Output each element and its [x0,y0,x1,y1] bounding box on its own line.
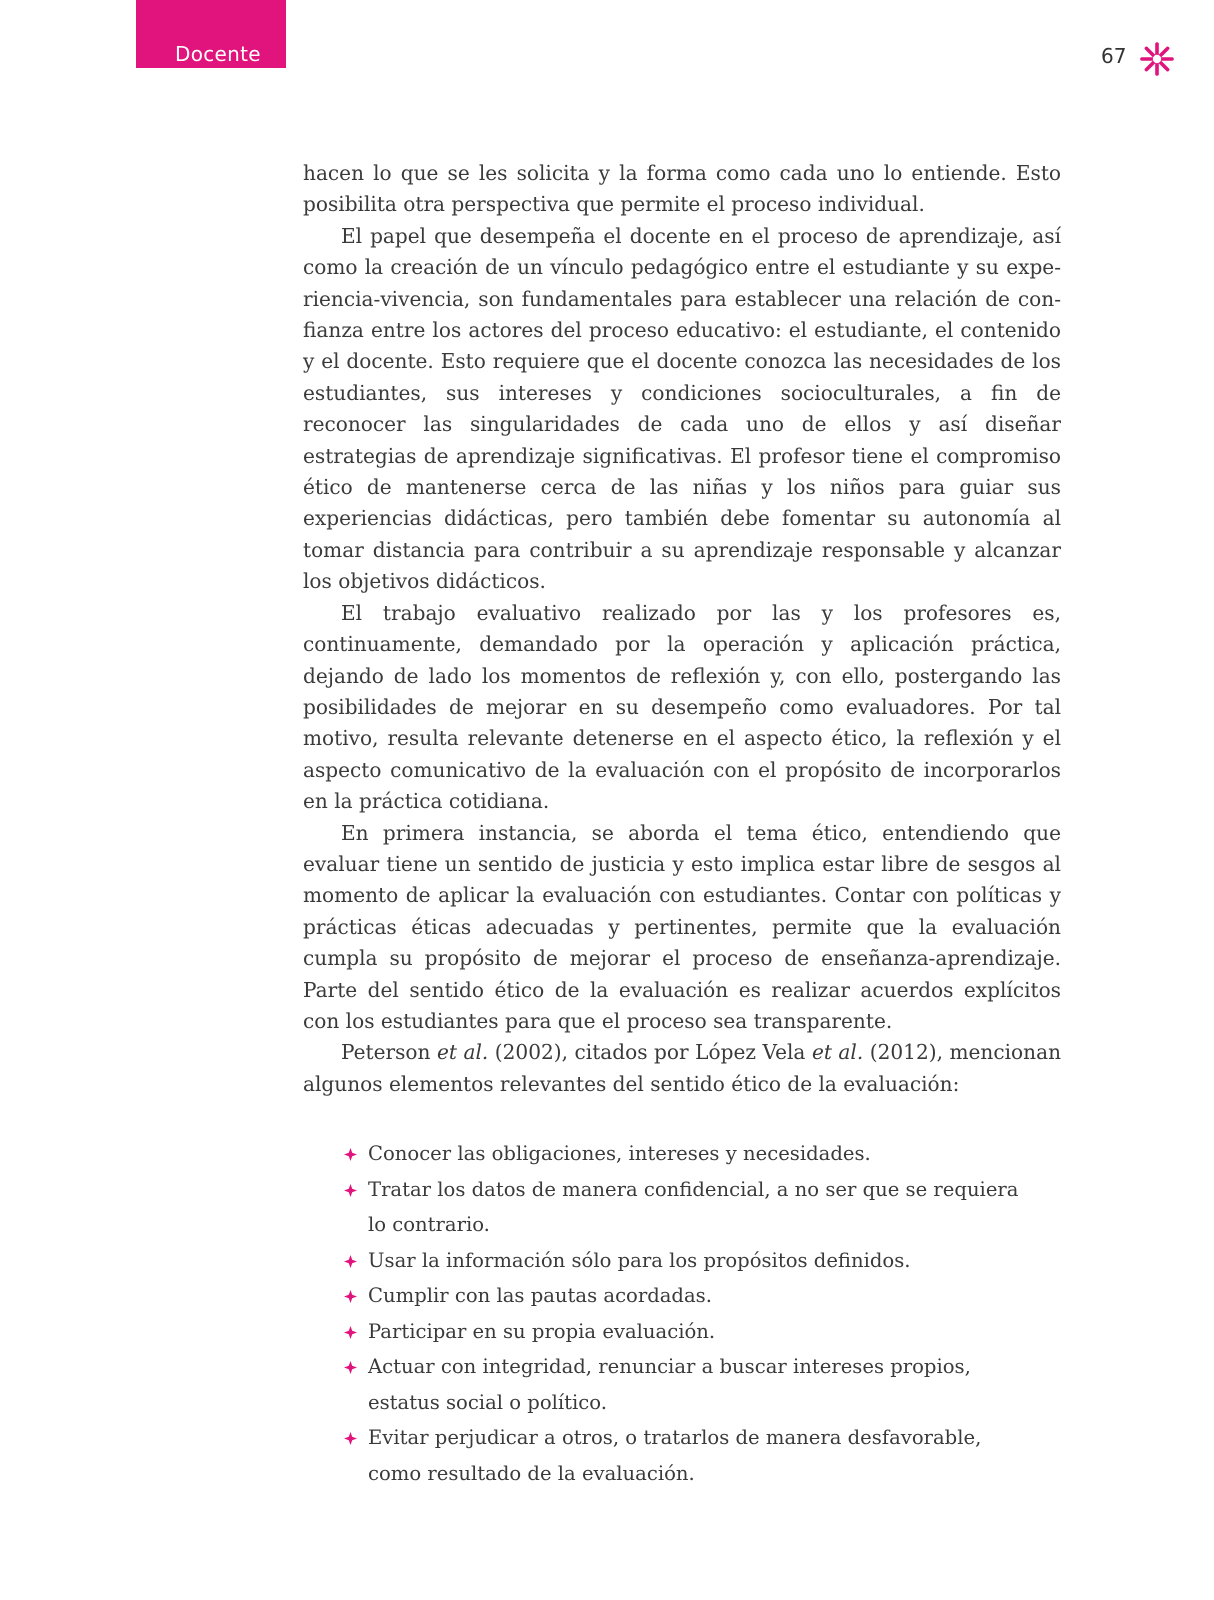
pink-diamond-bullet-icon [344,1184,357,1197]
list-item-text: Actuar con integridad, renunciar a buscar intereses propios, estatus social o político. [368,1355,971,1414]
asterisk-icon [1140,42,1174,76]
citation-paragraph [303,1037,1061,1100]
list-item-text: Usar la información sólo para los propósitos definidos. [368,1248,911,1272]
pink-diamond-bullet-icon [344,1326,357,1339]
ethics-bullet-list [303,1136,1028,1491]
pink-diamond-bullet-icon [344,1255,357,1268]
list-item-text: Cumplir con las pautas acordadas. [368,1284,712,1308]
pink-diamond-bullet-icon [344,1432,357,1445]
list-item-text: Conocer las obligaciones, intereses y necesidades. [368,1142,871,1166]
paragraph: En primera instancia, se aborda el tema ético, entendiendo que evaluar tiene un sentido de justicia y esto implica estar libre de sesgos al momento de aplicar la evaluación con estudiantes. Contar con políticas y prácticas éticas adecuadas y pertinentes, permite que la evaluación cumpla su propósito de mejorar el proceso de enseñanza-aprendizaje. Parte del sentido ético de la evaluación es realizar acuerdos explícitos con los estudiantes para que el proceso sea transparente. [303,820,1061,1033]
pink-diamond-bullet-icon [344,1148,357,1161]
citation-text: (2002), citados por López Vela [488,1040,812,1065]
citation-text: (2012), mencionan algunos elementos relevantes del sentido ético de la evaluación: [303,1040,1062,1096]
list-item [368,1172,1028,1243]
list-item-text: Evitar perjudicar a otros, o tratarlos de manera desfavorable, como resultado de la evaluación. [368,1426,982,1485]
paragraph: El trabajo evaluativo realizado por las y los profesores es, continuamente, demandado por la operación y aplicación práctica, dejando de lado los momentos de reflexión y, con ello, postergando las posibilidades de mejorar en su desempeño como evaluadores. Por tal motivo, resulta relevante detenerse en el aspecto ético, la reflexión y el aspecto comunicativo de la evaluación con el propósito de incorporarlos en la práctica cotidiana. [303,600,1061,814]
section-label: Docente [175,42,261,66]
list-item [368,1278,1028,1314]
citation-etal: et al. [436,1040,489,1065]
list-item [368,1243,1028,1279]
list-item [368,1314,1028,1350]
list-item [368,1349,1028,1420]
citation-etal: et al. [811,1040,864,1065]
list-item [368,1420,1028,1491]
citation-author: Peterson [341,1040,437,1065]
pink-diamond-bullet-icon [344,1361,357,1374]
section-tab [136,0,286,68]
pink-diamond-bullet-icon [344,1290,357,1303]
list-item-text: Tratar los datos de manera confidencial, a no ser que se requiera lo contrario. [368,1177,1019,1237]
paragraph: hacen lo que se les solicita y la forma como cada uno lo entiende. Esto posibilita otra perspectiva que permite el proceso individual. [303,161,1061,217]
main-text [303,158,1061,1491]
page-number: 67 [1101,44,1127,68]
list-item-text: Participar en su propia evaluación. [368,1319,716,1343]
paragraph: El papel que desempeña el docente en el proceso de aprendizaje, así como la creación de un vínculo pedagógico entre el estudiante y su experiencia-vivencia, son fundamentales para establecer una relación de confianza entre los actores del proceso educativo: el estudiante, el contenido y el docente. Esto requiere que el docente conozca las necesidades de los estudiantes, sus intereses y condiciones socioculturales, a fin de reconocer las singularidades de cada uno de ellos y así diseñar estrategias de aprendizaje significativas. El profesor tiene el compromiso ético de mantenerse cerca de las niñas y los niños para guiar sus experiencias didácticas, pero también debe fomentar su autonomía al tomar distancia para contribuir a su aprendizaje responsable y alcanzar los objetivos didácticos. [303,223,1061,594]
list-item [368,1136,1028,1172]
